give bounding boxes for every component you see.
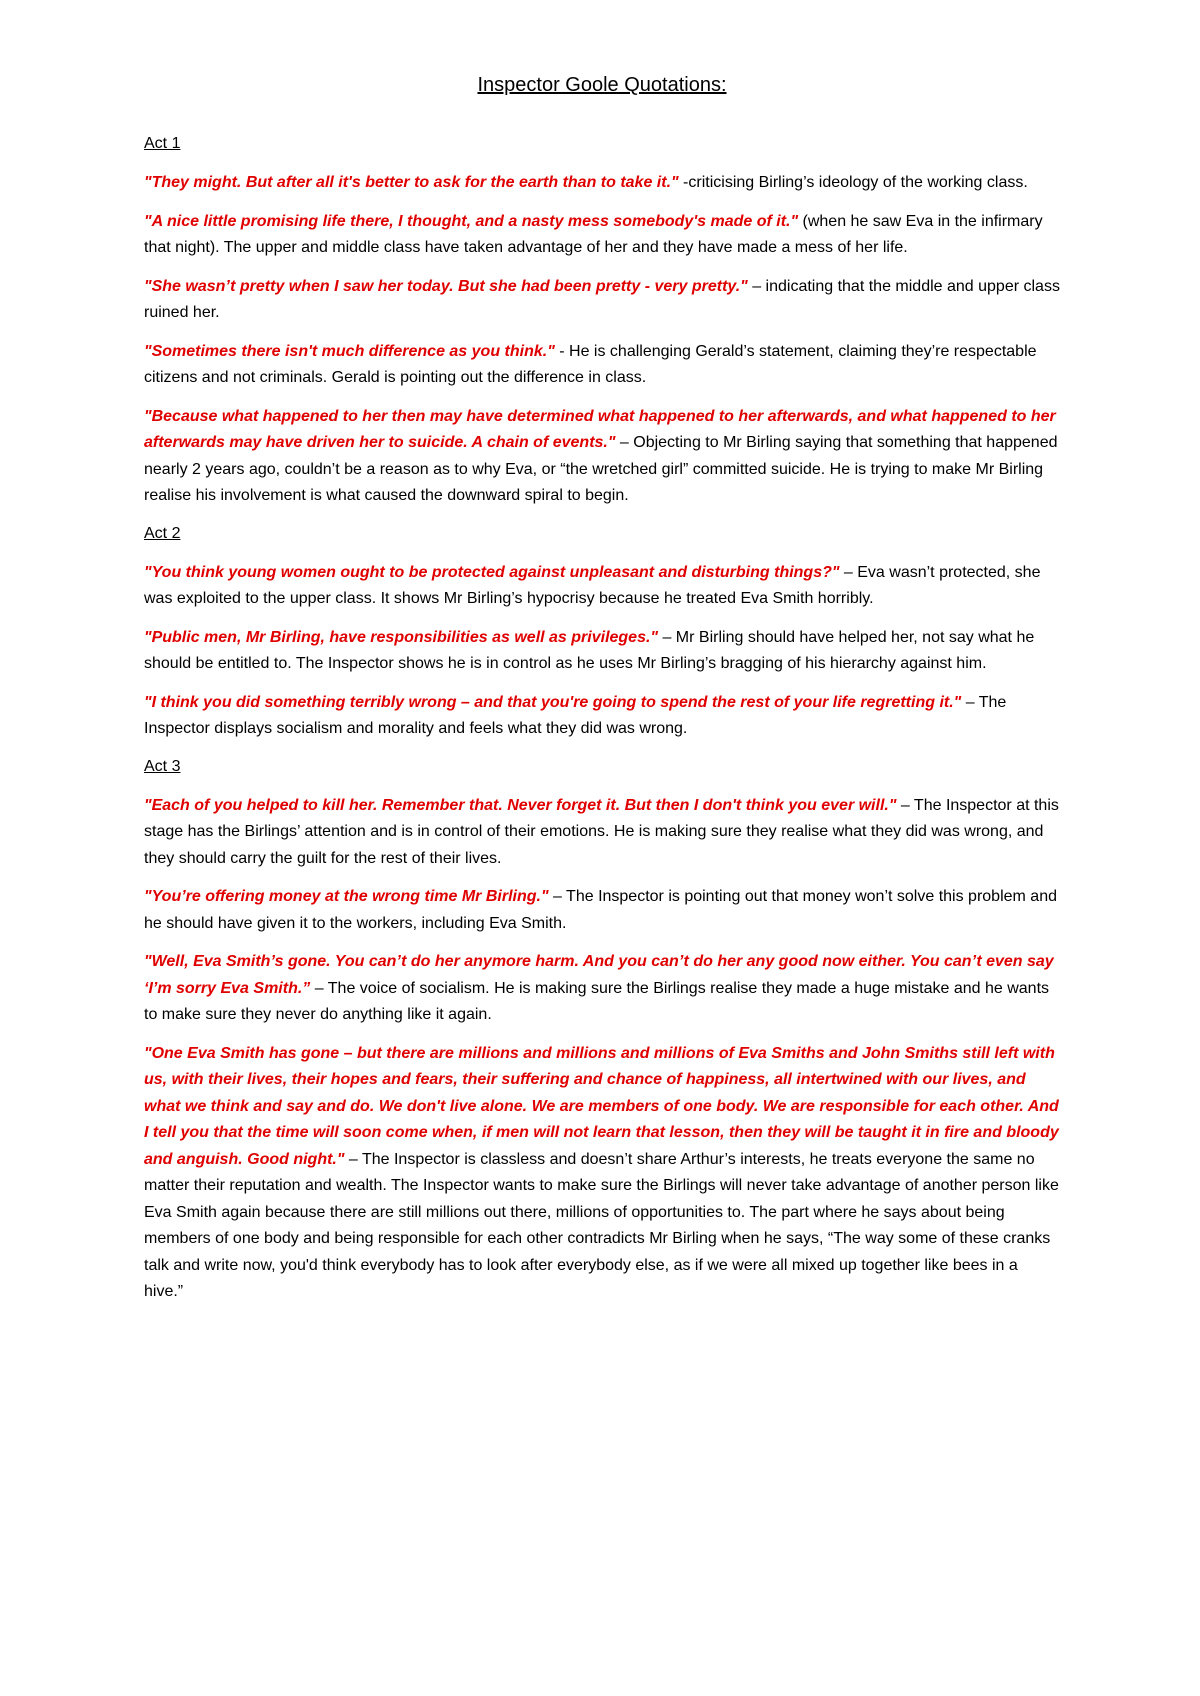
quote-text: "Sometimes there isn't much difference as you think." (144, 342, 555, 360)
quote-entry (144, 274, 1060, 327)
quote-entry (144, 1041, 1060, 1306)
quote-text: "I think you did something terribly wrong – and that you're going to spend the rest of your life regretting it." (144, 693, 962, 711)
quote-commentary: – The voice of socialism. He is making sure the Birlings realise they made a huge mistake and he wants to make sure they never do anything like it again. (144, 979, 1050, 1023)
quote-text: "You think young women ought to be protected against unpleasant and disturbing things?" (144, 563, 840, 581)
quote-entry (144, 404, 1060, 510)
quote-text: "She wasn’t pretty when I saw her today. But she had been pretty - very pretty." (144, 277, 748, 295)
quote-text: "Each of you helped to kill her. Remember that. Never forget it. But then I don't think you ever will." (144, 796, 897, 814)
quote-commentary: – The Inspector displays socialism and morality and feels what they did was wrong. (144, 693, 1007, 737)
quote-commentary: - He is challenging Gerald’s statement, claiming they’re respectable citizens and not criminals. Gerald is pointing out the difference in class. (144, 342, 1037, 386)
quote-commentary: – Mr Birling should have helped her, not say what he should be entitled to. The Inspector shows he is in control as he uses Mr Birling’s bragging of his hierarchy against him. (144, 628, 1035, 672)
quote-entry (144, 560, 1060, 613)
quote-text: "They might. But after all it's better to ask for the earth than to take it." (144, 174, 679, 191)
document-title: Inspector Goole Quotations: (477, 74, 727, 96)
quote-commentary: – Eva wasn’t protected, she was exploited to the upper class. It shows Mr Birling’s hypocrisy because he treated Eva Smith horribly. (144, 563, 1041, 607)
quote-entry (144, 793, 1060, 873)
quote-commentary: (when he saw Eva in the infirmary that night). The upper and middle class have taken advantage of her and they have made a mess of her life. (144, 212, 1043, 256)
quote-text: "Public men, Mr Birling, have responsibilities as well as privileges." (144, 628, 659, 646)
quote-entry (144, 170, 1060, 197)
quote-commentary: -criticising Birling’s ideology of the working class. (678, 174, 1028, 191)
quote-entry (144, 949, 1060, 1029)
act-2-heading: Act 2 (144, 524, 181, 542)
quote-commentary: – Objecting to Mr Birling saying that something that happened nearly 2 years ago, couldn’t be a reason as to why Eva, or “the wretched girl” committed suicide. He is trying to make Mr Birling realise his involvement is what caused the downward spiral to begin. (144, 434, 1058, 504)
quote-entry (144, 884, 1060, 937)
quote-commentary: – The Inspector is pointing out that money won’t solve this problem and he should have given it to the workers, including Eva Smith. (144, 888, 1057, 932)
quote-text: "You’re offering money at the wrong time Mr Birling." (144, 888, 549, 905)
quote-text: "A nice little promising life there, I thought, and a nasty mess somebody's made of it." (144, 212, 799, 230)
quote-entry (144, 690, 1060, 743)
quote-text: "Well, Eva Smith’s gone. You can’t do her anymore harm. And you can’t do her any good now either. You can’t even say ‘I’m sorry Eva Smith.” (144, 953, 1054, 997)
quote-commentary: – The Inspector is classless and doesn’t share Arthur’s interests, he treats everyone the same no matter their reputation and wealth. The Inspector wants to make sure the Birlings will never take advantage of another person like Eva Smith again because there are still millions out there, millions of opportunities to. The part where he says about being members of one body and being responsible for each other contradicts Mr Birling when he says, “The way some of these cranks talk and write now, you'd think everybody has to look after everybody else, as if we were all mixed up together like bees in a hive.” (144, 1150, 1059, 1300)
quote-text: "One Eva Smith has gone – but there are millions and millions and millions of Eva Smiths and John Smiths still left with us, with their lives, their hopes and fears, their suffering and chance of happiness, all intertwined with our lives, and what we think and say and do. We don't live alone. We are members of one body. We are responsible for each other. And I tell you that the time will soon come when, if men will not learn that lesson, then they will be taught it in fire and bloody and anguish. Good night." (144, 1044, 1059, 1168)
quote-entry (144, 209, 1060, 262)
quote-text: "Because what happened to her then may have determined what happened to her afterwards, and what happened to her afterwards may have driven her to suicide. A chain of events." (144, 407, 1056, 451)
quote-commentary: – indicating that the middle and upper class ruined her. (144, 277, 1060, 321)
quote-commentary: – The Inspector at this stage has the Birlings’ attention and is in control of their emotions. He is making sure they realise what they did was wrong, and they should carry the guilt for the rest of their lives. (144, 796, 1059, 867)
quote-entry (144, 339, 1060, 392)
act-1-heading: Act 1 (144, 135, 181, 152)
quote-entry (144, 625, 1060, 678)
act-3-heading: Act 3 (144, 757, 181, 775)
